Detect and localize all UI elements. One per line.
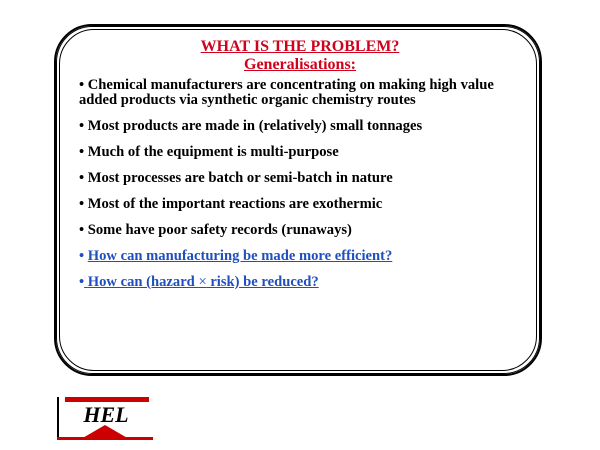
logo-triangle [81, 425, 129, 439]
question-risk-prefix: How can (hazard [87, 274, 199, 290]
logo-text: HEL [83, 402, 129, 427]
slide-subtitle: Generalisations: [244, 56, 356, 73]
bullet-text: Some have poor safety records (runaways) [87, 222, 352, 238]
bullet-item [79, 78, 529, 108]
bullet-text: Most of the important reactions are exothermic [87, 196, 383, 212]
question-link-efficiency[interactable]: How can manufacturing be made more efficient? [87, 248, 393, 264]
bullet-item [79, 119, 529, 134]
bullet-text: Chemical manufacturers are concentrating on making high value added products via synthetic organic chemistry routes [79, 77, 494, 108]
bullet-list [79, 78, 529, 301]
question-risk-suffix: risk) be reduced? [206, 274, 319, 290]
bullet-item [79, 145, 529, 160]
bullet-marker: • [79, 274, 85, 290]
bullet-marker: • [79, 170, 85, 186]
slide-title: WHAT IS THE PROBLEM? [200, 38, 400, 55]
bullet-marker: • [79, 196, 85, 212]
bullet-item [79, 197, 529, 212]
times-symbol: × [198, 274, 207, 290]
question-link-risk[interactable] [84, 274, 319, 290]
bullet-item [79, 171, 529, 186]
logo-left-rule [57, 397, 59, 439]
bullet-text: Most products are made in (relatively) small tonnages [87, 118, 423, 134]
hel-logo [57, 395, 153, 441]
hel-logo-graphic [57, 395, 153, 441]
bullet-text: Much of the equipment is multi-purpose [87, 144, 339, 160]
bullet-text: Most processes are batch or semi-batch in nature [87, 170, 393, 186]
bullet-marker: • [79, 248, 85, 264]
question-item-risk [79, 275, 529, 290]
bullet-marker: • [79, 222, 85, 238]
logo-bottom-bar [57, 437, 153, 440]
bullet-marker: • [79, 118, 85, 134]
bullet-marker: • [79, 77, 85, 93]
question-item-efficiency [79, 249, 529, 264]
bullet-item [79, 223, 529, 238]
bullet-marker: • [79, 144, 85, 160]
